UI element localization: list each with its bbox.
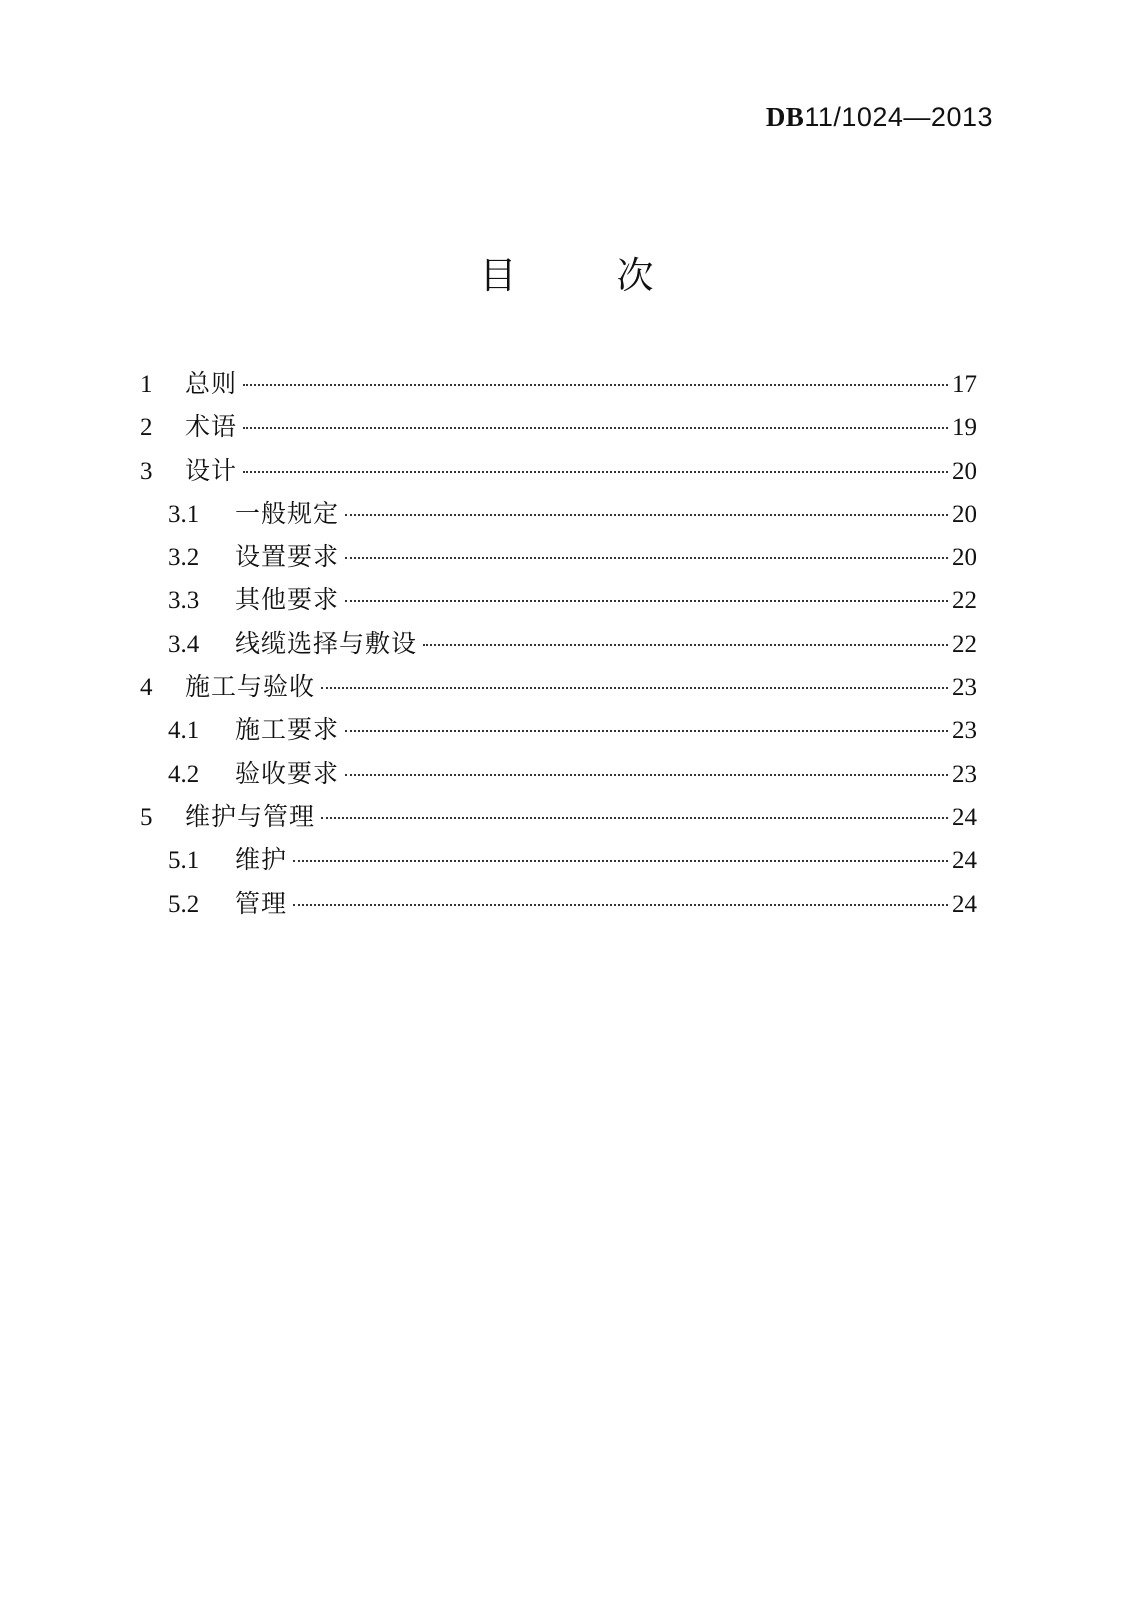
document-code (766, 100, 993, 134)
toc-entry-title: 验收要求 (235, 758, 340, 788)
toc-entry-number: 5.1 (168, 847, 200, 875)
toc-entry-page: 22 (952, 587, 977, 615)
toc-entry[interactable] (140, 535, 977, 578)
toc-entry-number: 3.4 (168, 630, 200, 658)
toc-entry-number: 3.3 (168, 587, 200, 615)
toc-dot-leader (293, 904, 948, 906)
toc-entry[interactable] (140, 795, 977, 838)
toc-dot-leader (345, 774, 948, 776)
toc-entry-number: 1 (140, 371, 153, 398)
toc-entry-number: 2 (140, 414, 153, 442)
toc-entry-number: 5.2 (168, 890, 200, 918)
toc-entry-title: 管理 (235, 888, 288, 918)
toc-dot-leader (345, 730, 948, 732)
toc-entry-title: 其他要求 (235, 585, 340, 615)
toc-entry-page: 22 (952, 630, 977, 658)
toc-entry-page: 23 (952, 717, 977, 745)
toc-entry-page: 20 (952, 457, 977, 485)
toc-entry-number: 4.1 (168, 717, 200, 745)
toc-entry[interactable] (140, 708, 977, 751)
toc-dot-leader (321, 817, 948, 819)
toc-entry-title: 维护与管理 (185, 801, 316, 831)
toc-entry-page: 23 (952, 674, 977, 702)
document-code-number: 11/1024—2013 (804, 102, 993, 132)
toc-dot-leader (345, 514, 948, 516)
page-title (0, 252, 1133, 300)
toc-entry[interactable] (140, 578, 977, 621)
toc-entry-page: 20 (952, 544, 977, 572)
toc-dot-leader (243, 427, 948, 429)
toc-entry-title: 一般规定 (235, 498, 340, 528)
page-title-char-2: 次 (616, 254, 654, 297)
toc-entry-number: 5 (140, 803, 153, 831)
toc-entry[interactable] (140, 622, 977, 665)
toc-entry-number: 3.1 (168, 500, 200, 528)
toc-entry[interactable] (140, 882, 977, 925)
toc-entry-page: 24 (952, 890, 977, 918)
toc-entry-title: 设计 (185, 455, 238, 485)
toc-entry[interactable] (140, 492, 977, 535)
toc-entry-title: 施工与验收 (185, 672, 316, 702)
toc-dot-leader (345, 600, 948, 602)
toc-entry-page: 24 (952, 803, 977, 831)
toc-entry-page: 24 (952, 847, 977, 875)
toc-entry-number: 3.2 (168, 544, 200, 572)
toc-entry[interactable] (140, 449, 977, 492)
toc-entry-title: 术语 (185, 412, 238, 442)
toc-entry-number: 4 (140, 674, 153, 702)
toc-entry-page: 20 (952, 500, 977, 528)
toc-dot-leader (345, 557, 948, 559)
toc-dot-leader (243, 471, 948, 473)
toc-dot-leader (293, 860, 948, 862)
toc-dot-leader (423, 644, 948, 646)
toc-entry-title: 维护 (235, 845, 288, 875)
document-code-prefix: DB (765, 102, 805, 132)
toc-entry-number: 4.2 (168, 760, 200, 788)
toc-entry-page: 17 (952, 371, 977, 398)
toc-entry[interactable] (140, 838, 977, 881)
table-of-contents (140, 362, 977, 925)
toc-entry[interactable] (140, 665, 977, 708)
toc-dot-leader (243, 384, 948, 386)
toc-entry-title: 总则 (185, 369, 238, 398)
toc-entry-number: 3 (140, 457, 153, 485)
toc-dot-leader (321, 687, 948, 689)
toc-entry-page: 23 (952, 760, 977, 788)
toc-entry-title: 施工要求 (235, 715, 340, 745)
toc-entry-page: 19 (952, 414, 977, 442)
toc-entry-title: 线缆选择与敷设 (235, 628, 418, 658)
toc-entry[interactable] (140, 362, 977, 405)
toc-entry[interactable] (140, 405, 977, 448)
toc-entry-title: 设置要求 (235, 542, 340, 572)
page-title-char-1: 目 (479, 254, 517, 297)
toc-entry[interactable] (140, 752, 977, 795)
